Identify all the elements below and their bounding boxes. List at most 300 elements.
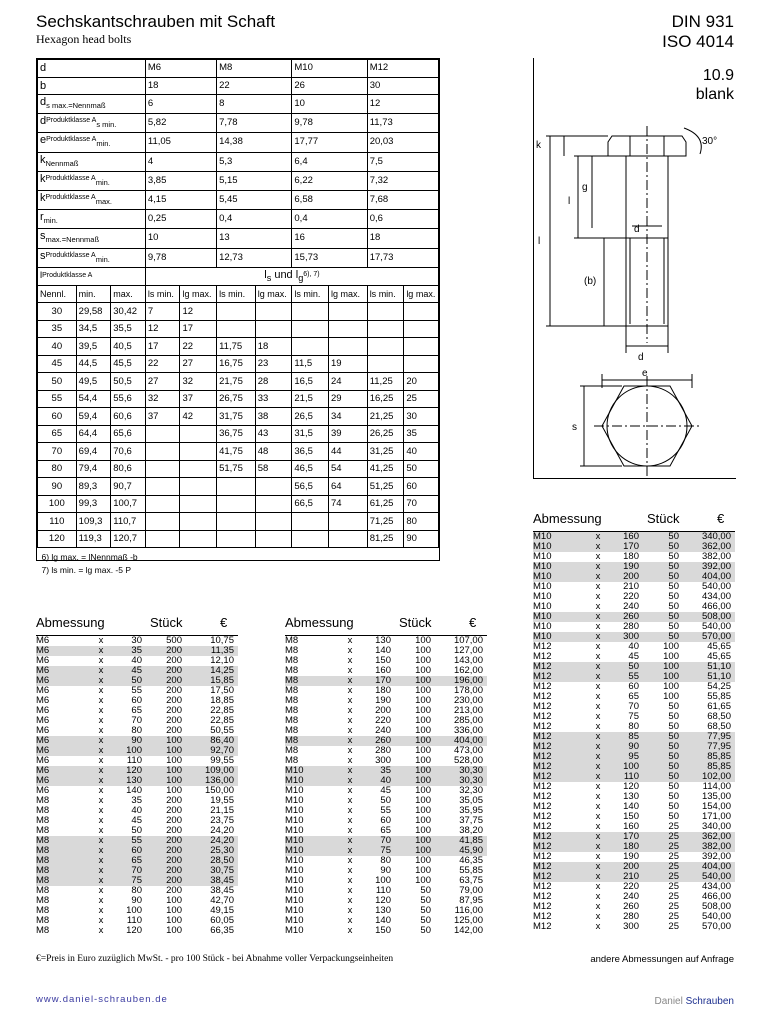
length-cell: 22 (180, 338, 217, 356)
pack-quantity: 50 (668, 621, 679, 632)
pack-quantity: 50 (668, 711, 679, 722)
spec-row (38, 229, 439, 248)
pack-quantity: 100 (415, 855, 431, 866)
length-cell: 70,6 (111, 443, 146, 461)
length-cell (329, 513, 368, 531)
price-value: 382,00 (701, 551, 731, 562)
page-subtitle: Hexagon head bolts (36, 32, 132, 46)
length-cell: 36,75 (217, 425, 256, 443)
thread-size: M12 (533, 741, 552, 752)
times-sign: x (347, 725, 353, 736)
thread-size: M12 (533, 701, 552, 712)
spec-value: M12 (367, 60, 438, 78)
length-value: 65 (131, 855, 142, 866)
spec-label (38, 133, 146, 152)
length-cell: 36,5 (292, 443, 329, 461)
length-cell: 66,5 (292, 495, 329, 513)
pack-quantity: 100 (415, 725, 431, 736)
price-value: 85,85 (707, 761, 731, 772)
length-value: 150 (623, 811, 639, 822)
spec-value: 18 (145, 77, 216, 95)
times-sign: x (98, 755, 104, 766)
length-cell (255, 320, 292, 338)
pack-quantity: 25 (668, 911, 679, 922)
website-link[interactable]: www.daniel-schrauben.de (36, 994, 168, 1005)
length-value: 100 (623, 761, 639, 772)
price-value: 404,00 (453, 735, 483, 746)
length-cell (145, 460, 180, 478)
length-cell: 37 (145, 408, 180, 426)
length-cell (217, 513, 256, 531)
spec-row (38, 248, 439, 267)
length-col-header: min. (76, 285, 111, 303)
length-value: 190 (623, 561, 639, 572)
length-cell: 64,4 (76, 425, 111, 443)
thread-size: M12 (533, 711, 552, 722)
price-value: 392,00 (701, 561, 731, 572)
length-cell (180, 495, 217, 513)
times-sign: x (347, 875, 353, 886)
length-cell: 18 (255, 338, 292, 356)
length-value: 45 (131, 665, 142, 676)
length-cell: 61,25 (367, 495, 404, 513)
pack-quantity: 100 (415, 795, 431, 806)
pack-quantity: 25 (668, 841, 679, 852)
lg-col-header: lg max. (180, 285, 217, 303)
thread-size: M6 (36, 755, 50, 766)
spec-value: M6 (145, 60, 216, 78)
times-sign: x (98, 695, 104, 706)
price-value: 11,35 (210, 645, 234, 656)
pack-quantity: 50 (420, 885, 431, 896)
times-sign: x (98, 805, 104, 816)
length-cell (367, 320, 404, 338)
thread-size: M12 (533, 771, 552, 782)
length-cell: 21,5 (292, 390, 329, 408)
thread-size: M10 (285, 825, 304, 836)
length-value: 140 (375, 915, 391, 926)
spec-subscript: min. (96, 139, 111, 149)
lslg-text-mid: und l (271, 268, 299, 281)
length-value: 120 (623, 781, 639, 792)
times-sign: x (347, 785, 353, 796)
length-cell: 120 (38, 530, 77, 548)
length-value: 70 (131, 715, 142, 726)
length-cell: 45,5 (111, 355, 146, 373)
thread-size: M8 (36, 815, 50, 826)
price-value: 540,00 (701, 621, 731, 632)
length-value: 80 (628, 721, 639, 732)
length-subheader-row (38, 285, 439, 303)
length-cell (145, 443, 180, 461)
pack-quantity: 100 (663, 691, 679, 702)
length-value: 65 (380, 825, 391, 836)
length-cell: 12 (145, 320, 180, 338)
length-cell (255, 495, 292, 513)
length-value: 160 (623, 821, 639, 832)
price-value: 127,00 (453, 645, 483, 656)
length-value: 110 (623, 771, 639, 782)
length-value: 50 (628, 661, 639, 672)
length-cell: 41,25 (367, 460, 404, 478)
length-cell: 34 (329, 408, 368, 426)
lslg-header (145, 267, 438, 285)
thread-size: M8 (285, 705, 299, 716)
length-cell: 43 (255, 425, 292, 443)
length-cell: 21,75 (217, 373, 256, 391)
length-value: 200 (375, 705, 391, 716)
pack-quantity: 50 (668, 751, 679, 762)
length-cell: 54,4 (76, 390, 111, 408)
price-value: 570,00 (701, 631, 731, 642)
price-value: 404,00 (701, 571, 731, 582)
length-cell (255, 513, 292, 531)
dim-s-label: s (572, 422, 577, 433)
pack-quantity: 200 (166, 825, 182, 836)
price-value: 25,30 (210, 845, 234, 856)
length-cell: 79,4 (76, 460, 111, 478)
price-value: 570,00 (701, 921, 731, 932)
price-value: 196,00 (453, 675, 483, 686)
price-value: 107,00 (453, 635, 483, 646)
spec-value: 3,85 (145, 171, 216, 190)
thread-size: M8 (285, 635, 299, 646)
length-value: 90 (131, 895, 142, 906)
dim-e-label: e (642, 368, 648, 379)
length-value: 190 (375, 695, 391, 706)
spec-value: 7,68 (367, 190, 438, 209)
thread-size: M10 (533, 611, 552, 622)
length-value: 210 (623, 581, 639, 592)
price-value: 77,95 (707, 731, 731, 742)
price-value: 340,00 (701, 821, 731, 832)
technical-drawing (533, 58, 736, 479)
times-sign: x (347, 805, 353, 816)
length-cell: 17 (180, 320, 217, 338)
length-value: 120 (126, 925, 142, 936)
times-sign: x (595, 721, 601, 732)
pack-quantity: 50 (668, 601, 679, 612)
length-value: 55 (628, 671, 639, 682)
thread-size: M8 (285, 645, 299, 656)
pack-quantity: 200 (166, 885, 182, 896)
price-value: 38,20 (459, 825, 483, 836)
times-sign: x (98, 715, 104, 726)
times-sign: x (595, 781, 601, 792)
dim-lg-label: g (582, 182, 588, 193)
dim-ds-label: d (634, 224, 640, 235)
price-value: 150,00 (204, 785, 234, 796)
spec-subscript: Nennmaß (45, 158, 79, 168)
length-value: 240 (623, 891, 639, 902)
length-cell: 110,7 (111, 513, 146, 531)
length-cell: 16,75 (217, 355, 256, 373)
pack-quantity: 100 (415, 825, 431, 836)
price-list-header (285, 617, 487, 636)
price-value: 46,35 (459, 855, 483, 866)
dim-angle-label: 30° (702, 136, 718, 147)
thread-size: M8 (36, 875, 50, 886)
price-value: 340,00 (701, 531, 731, 542)
thread-size: M10 (285, 875, 304, 886)
price-value: 466,00 (701, 891, 731, 902)
length-value: 170 (623, 541, 639, 552)
length-value: 140 (623, 801, 639, 812)
price-value: 102,00 (701, 771, 731, 782)
pack-quantity: 50 (668, 551, 679, 562)
dim-d-label: d (638, 352, 644, 363)
length-value: 300 (623, 631, 639, 642)
pack-quantity: 50 (668, 561, 679, 572)
thread-size: M10 (533, 631, 552, 642)
spec-value: 0,4 (217, 210, 292, 229)
length-cell: 50,5 (111, 373, 146, 391)
spec-label (38, 171, 146, 190)
times-sign: x (98, 685, 104, 696)
length-cell: 60,6 (111, 408, 146, 426)
times-sign: x (347, 855, 353, 866)
times-sign: x (595, 531, 601, 542)
length-cell: 39 (329, 425, 368, 443)
length-value: 110 (126, 915, 142, 926)
pack-quantity: 50 (668, 721, 679, 732)
length-value: 50 (131, 825, 142, 836)
thread-size: M6 (36, 715, 50, 726)
length-cell: 30 (404, 408, 439, 426)
pack-quantity: 100 (415, 655, 431, 666)
pack-quantity: 100 (415, 695, 431, 706)
times-sign: x (98, 645, 104, 656)
spec-subscript: min. (95, 177, 110, 187)
times-sign: x (98, 845, 104, 856)
price-list-header (533, 513, 735, 532)
thread-size: M8 (285, 735, 299, 746)
length-cell (217, 495, 256, 513)
length-value: 300 (623, 921, 639, 932)
length-cell (145, 513, 180, 531)
times-sign: x (595, 851, 601, 862)
price-value: 114,00 (702, 781, 731, 792)
length-cell: 31,5 (292, 425, 329, 443)
spec-symbol: k (40, 191, 46, 204)
spec-superscript: Produktklasse A (45, 193, 96, 201)
pack-quantity: 100 (415, 845, 431, 856)
price-value: 50,55 (210, 725, 234, 736)
pack-quantity: 50 (668, 611, 679, 622)
thread-size: M12 (533, 691, 552, 702)
length-cell: 27 (180, 355, 217, 373)
length-value: 110 (375, 885, 391, 896)
thread-size: M8 (36, 825, 50, 836)
price-note: €=Preis in Euro zuzüglich MwSt. - pro 100 Stück - bei Abnahme voller Verpackungseinheiten (36, 954, 394, 964)
times-sign: x (98, 665, 104, 676)
length-cell (367, 338, 404, 356)
length-value: 140 (375, 645, 391, 656)
times-sign: x (595, 561, 601, 572)
thread-size: M12 (533, 911, 552, 922)
pack-quantity: 200 (166, 685, 182, 696)
times-sign: x (595, 661, 601, 672)
times-sign: x (347, 835, 353, 846)
length-cell (292, 320, 329, 338)
lg-col-header: lg max. (329, 285, 368, 303)
price-value: 466,00 (701, 601, 731, 612)
length-cell: 70 (404, 495, 439, 513)
spec-value: 6,22 (292, 171, 367, 190)
times-sign: x (98, 705, 104, 716)
times-sign: x (595, 551, 601, 562)
page-title: Sechskantschrauben mit Schaft (36, 12, 276, 31)
length-value: 55 (131, 685, 142, 696)
price-value: 35,95 (459, 805, 483, 816)
length-value: 30 (131, 635, 142, 646)
length-cell (367, 355, 404, 373)
length-value: 160 (375, 665, 391, 676)
length-cell: 71,25 (367, 513, 404, 531)
length-value: 180 (623, 841, 639, 852)
spec-value: 8 (217, 95, 292, 114)
iso-number: ISO 4014 (662, 32, 734, 51)
length-cell: 90,7 (111, 478, 146, 496)
thread-size: M12 (533, 811, 552, 822)
thread-size: M12 (533, 901, 552, 912)
price-value: 55,85 (459, 865, 483, 876)
pack-quantity: 50 (420, 915, 431, 926)
length-value: 260 (375, 735, 391, 746)
pack-quantity: 200 (166, 675, 182, 686)
length-value: 50 (131, 675, 142, 686)
price-value: 142,00 (453, 925, 483, 936)
price-value: 508,00 (701, 611, 731, 622)
price-row (36, 926, 238, 936)
spec-value: 6,4 (292, 152, 367, 171)
spec-label (38, 60, 146, 78)
spec-table (36, 58, 440, 576)
length-value: 65 (628, 691, 639, 702)
footnotes (38, 548, 439, 581)
footnote-7: 7) ls min. = lg max. -5 P (41, 565, 132, 576)
times-sign: x (98, 835, 104, 846)
lslg-sub-s: s (266, 272, 272, 283)
spec-symbol: d (40, 115, 47, 128)
spec-value: 11,05 (145, 133, 216, 152)
price-list-2 (285, 617, 487, 936)
pack-quantity: 50 (668, 541, 679, 552)
times-sign: x (98, 925, 104, 936)
header-euro: € (469, 615, 477, 630)
pack-quantity: 200 (166, 815, 182, 826)
length-value: 80 (131, 725, 142, 736)
length-cell: 26,25 (367, 425, 404, 443)
pack-quantity: 50 (668, 731, 679, 742)
price-value: 21,15 (210, 805, 234, 816)
times-sign: x (595, 591, 601, 602)
dim-l-label: l (538, 236, 541, 247)
price-value: 24,20 (210, 835, 234, 846)
times-sign: x (347, 845, 353, 856)
thread-size: M12 (533, 651, 552, 662)
pack-quantity: 200 (166, 725, 182, 736)
length-cell: 7 (145, 303, 180, 321)
length-row (38, 355, 439, 373)
length-cell: 110 (38, 513, 77, 531)
thread-size: M12 (533, 781, 552, 792)
price-list-3 (533, 513, 735, 932)
times-sign: x (347, 655, 353, 666)
spec-value: 7,32 (367, 171, 438, 190)
length-row (38, 408, 439, 426)
length-cell: 40,5 (111, 338, 146, 356)
price-value: 28,50 (210, 855, 234, 866)
times-sign: x (595, 601, 601, 612)
length-cell: 29 (329, 390, 368, 408)
pack-quantity: 25 (668, 831, 679, 842)
times-sign: x (595, 871, 601, 882)
price-value: 136,00 (204, 775, 234, 786)
thread-size: M10 (533, 551, 552, 562)
thread-size: M8 (285, 685, 299, 696)
length-cell: 12 (180, 303, 217, 321)
times-sign: x (98, 865, 104, 876)
times-sign: x (347, 705, 353, 716)
length-cell: 90 (404, 530, 439, 548)
thread-size: M8 (36, 915, 50, 926)
length-cell: 56,5 (292, 478, 329, 496)
dim-ls-label: l (568, 196, 571, 207)
thread-size: M8 (36, 885, 50, 896)
pack-quantity: 25 (668, 851, 679, 862)
pack-quantity: 100 (166, 745, 182, 756)
spec-value: 12 (367, 95, 438, 114)
pack-quantity: 200 (166, 855, 182, 866)
price-value: 37,75 (459, 815, 483, 826)
length-cell: 16,25 (367, 390, 404, 408)
length-superscript: Produktklasse A (42, 272, 93, 280)
price-value: 17,50 (210, 685, 234, 696)
spec-value: 7,78 (217, 114, 292, 133)
times-sign: x (347, 765, 353, 776)
length-value: 70 (380, 835, 391, 846)
length-value: 190 (623, 851, 639, 862)
length-value: 45 (628, 651, 639, 662)
spec-value: 17,77 (292, 133, 367, 152)
length-cell (404, 338, 439, 356)
length-cell: 55 (38, 390, 77, 408)
pack-quantity: 100 (415, 705, 431, 716)
thread-size: M10 (285, 925, 304, 936)
price-rows (36, 636, 238, 936)
length-value: 130 (623, 791, 639, 802)
spec-value: 13 (217, 229, 292, 248)
price-value: 392,00 (701, 851, 731, 862)
price-value: 68,50 (707, 721, 731, 732)
spec-label (38, 190, 146, 209)
times-sign: x (595, 541, 601, 552)
spec-symbol: b (40, 79, 47, 92)
thread-size: M12 (533, 791, 552, 802)
price-value: 434,00 (701, 881, 731, 892)
times-sign: x (347, 695, 353, 706)
length-value: 75 (380, 845, 391, 856)
spec-subscript: min. (43, 216, 58, 226)
length-row (38, 390, 439, 408)
price-value: 10,75 (210, 635, 234, 646)
length-cell: 20 (404, 373, 439, 391)
length-value: 220 (375, 715, 391, 726)
times-sign: x (98, 745, 104, 756)
footnote-row (38, 548, 439, 581)
pack-quantity: 100 (415, 675, 431, 686)
